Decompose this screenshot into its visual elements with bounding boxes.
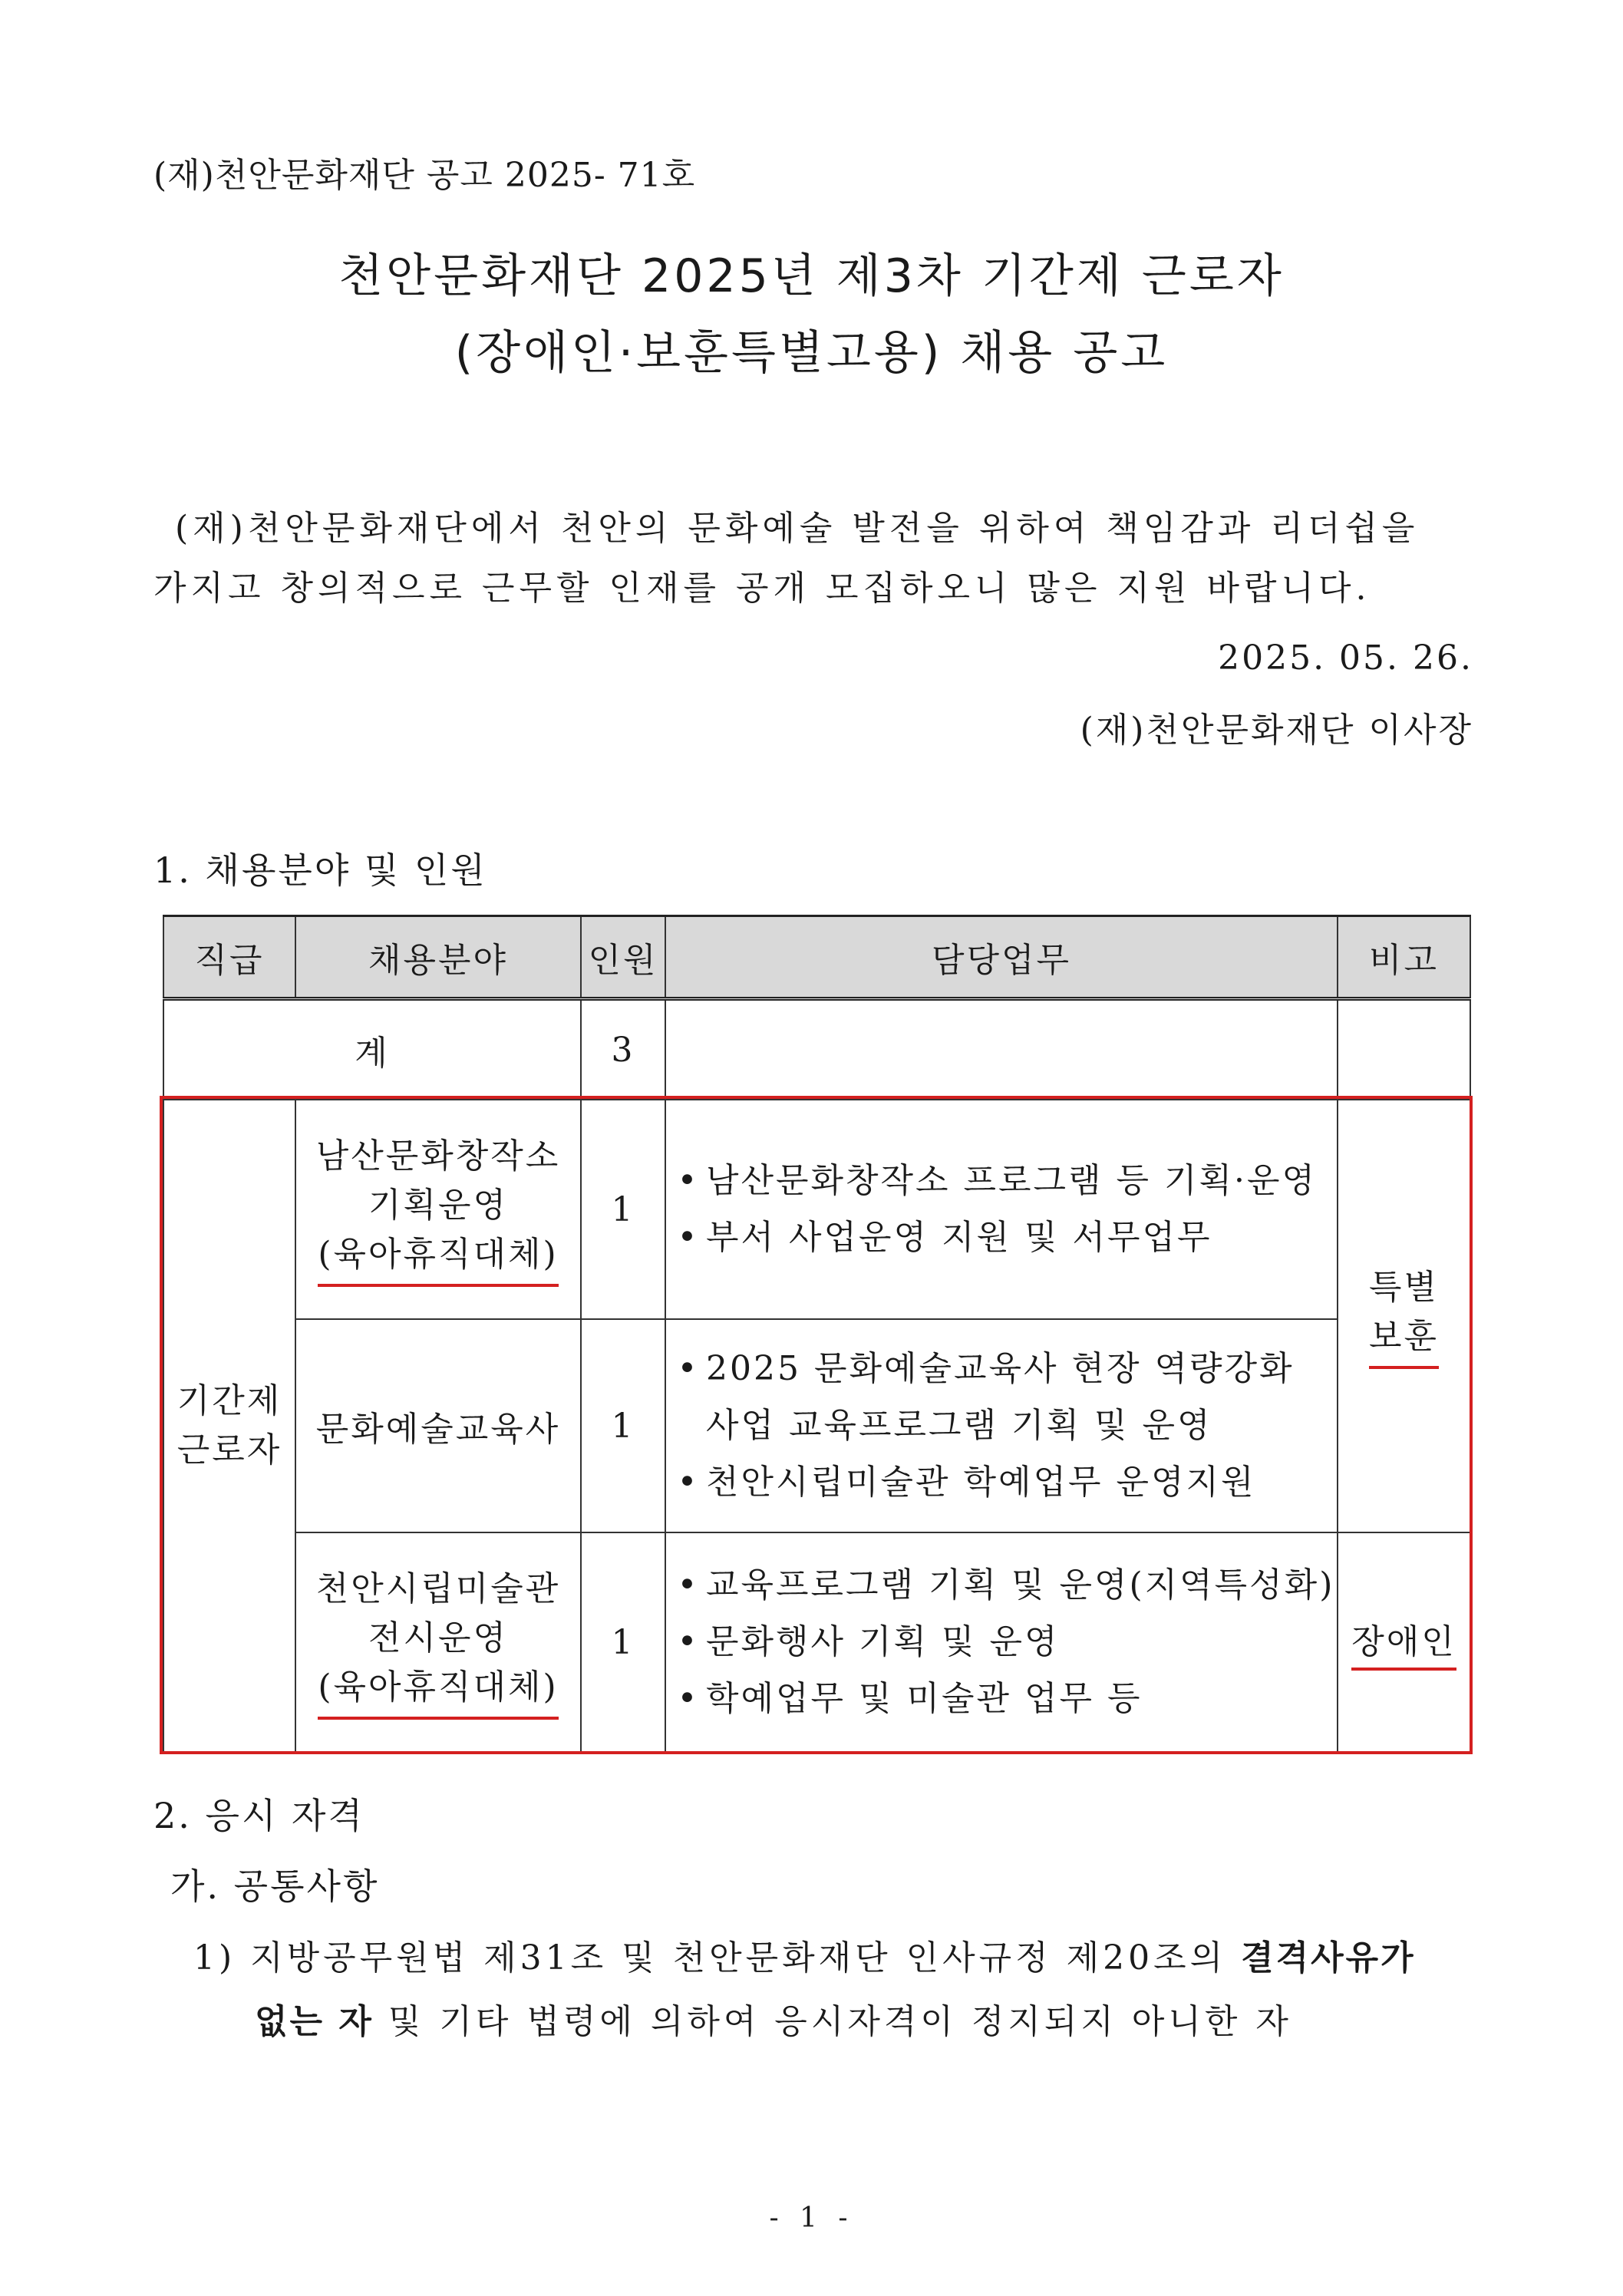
- page-number: - 1 -: [769, 2202, 854, 2234]
- field-cell: [295, 1100, 581, 1319]
- duty-item: • 천안시립미술관 학예업무 운영지원: [671, 1454, 1337, 1511]
- duties-cell: [665, 1319, 1338, 1532]
- duties-cell: [665, 1100, 1338, 1319]
- title-line-2: (장애인·보훈특별고용) 채용 공고: [454, 326, 1169, 380]
- grade-line-2: 근로자: [176, 1430, 282, 1470]
- duty-item: • 문화행사 기획 및 운영: [671, 1614, 1337, 1671]
- duty-item-continued: 사업 교육프로그램 기획 및 운영: [706, 1406, 1212, 1445]
- note-line: 특별: [1368, 1268, 1439, 1307]
- grade-cell: [163, 1100, 295, 1752]
- duty-item: • 남산문화창작소 프로그램 등 기획·운영: [671, 1153, 1337, 1209]
- bullet-icon: •: [677, 1161, 700, 1200]
- field-line: 남산문화창작소: [315, 1136, 561, 1176]
- total-count: 3: [581, 999, 665, 1100]
- total-note-empty: [1338, 999, 1470, 1100]
- notice-date: 2025. 05. 26.: [1218, 638, 1473, 678]
- bullet-icon: •: [677, 1565, 700, 1605]
- field-line: 기획운영: [368, 1186, 508, 1225]
- bullet-icon: •: [677, 1218, 700, 1257]
- bullet-icon: •: [677, 1622, 700, 1661]
- header-note: 비고: [1338, 916, 1470, 999]
- field-cell: 문화예술교육사: [295, 1319, 581, 1532]
- duty-item: • 2025 문화예술교육사 현장 역량강화: [671, 1341, 1337, 1397]
- header-count: 인원: [581, 916, 665, 999]
- issuer: (재)천안문화재단 이사장: [1080, 711, 1473, 750]
- bullet-icon: •: [677, 1463, 700, 1502]
- count-cell: 1: [581, 1532, 665, 1752]
- field-note-underlined: (육아휴직대체): [318, 1230, 558, 1287]
- field-cell: [295, 1532, 581, 1752]
- count-cell: 1: [581, 1100, 665, 1319]
- note-disabled-underlined: 장애인: [1351, 1614, 1456, 1671]
- table-row: [163, 1319, 1470, 1532]
- total-row: [163, 999, 1470, 1100]
- subsection-heading: 가. 공통사항: [170, 1866, 380, 1907]
- table-row: [163, 1532, 1470, 1752]
- intro-line-1: (재)천안문화재단에서 천안의 문화예술 발전을 위하여 책임감과 리더쉽을: [175, 509, 1420, 548]
- count-cell: 1: [581, 1319, 665, 1532]
- total-duties-empty: [665, 999, 1338, 1100]
- duties-cell: [665, 1532, 1338, 1752]
- bullet-icon: •: [677, 1679, 700, 1718]
- header-field: 채용분야: [295, 916, 581, 999]
- recruitment-table: [163, 915, 1471, 1753]
- field-line: 천안시립미술관: [315, 1569, 561, 1608]
- duty-item: • 부서 사업운영 지원 및 서무업무: [671, 1209, 1337, 1266]
- duty-item: • 교육프로그램 기획 및 운영(지역특성화): [671, 1557, 1337, 1614]
- bullet-icon: •: [677, 1349, 700, 1388]
- table-header-row: [163, 916, 1470, 999]
- field-line: 전시운영: [368, 1618, 508, 1658]
- header-duties: 담당업무: [665, 916, 1338, 999]
- field-note-underlined: (육아휴직대체): [318, 1663, 558, 1720]
- title-line-1: 천안문화재단 2025년 제3차 기간제 근로자: [338, 249, 1285, 303]
- table-row: [163, 1100, 1470, 1319]
- note-cell-disabled: [1338, 1532, 1470, 1752]
- header-grade: 직급: [163, 916, 295, 999]
- note-cell-special: [1338, 1100, 1470, 1532]
- note-line-underlined: 보훈: [1369, 1312, 1439, 1369]
- total-label: 계: [163, 999, 581, 1100]
- section-heading-1: 1. 채용분야 및 인원: [153, 849, 487, 891]
- qualification-item-line-1: 1) 지방공무원법 제31조 및 천안문화재단 인사규정 제20조의 결격사유가: [193, 1938, 1416, 1978]
- intro-line-2: 가지고 창의적으로 근무할 인재를 공개 모집하오니 많은 지원 바랍니다.: [153, 569, 1371, 608]
- section-heading-2: 2. 응시 자격: [153, 1795, 365, 1836]
- emphasis-text: 없는 자: [255, 2002, 374, 2041]
- emphasis-text: 결격사유가: [1241, 1938, 1416, 1978]
- duty-item: • 학예업무 및 미술관 업무 등: [671, 1671, 1337, 1727]
- qualification-item-line-2: 없는 자 및 기타 법령에 의하여 응시자격이 정지되지 아니한 자: [255, 2002, 1292, 2041]
- notice-number: (재)천안문화재단 공고 2025- 71호: [153, 156, 696, 195]
- grade-line-1: 기간제: [176, 1381, 282, 1420]
